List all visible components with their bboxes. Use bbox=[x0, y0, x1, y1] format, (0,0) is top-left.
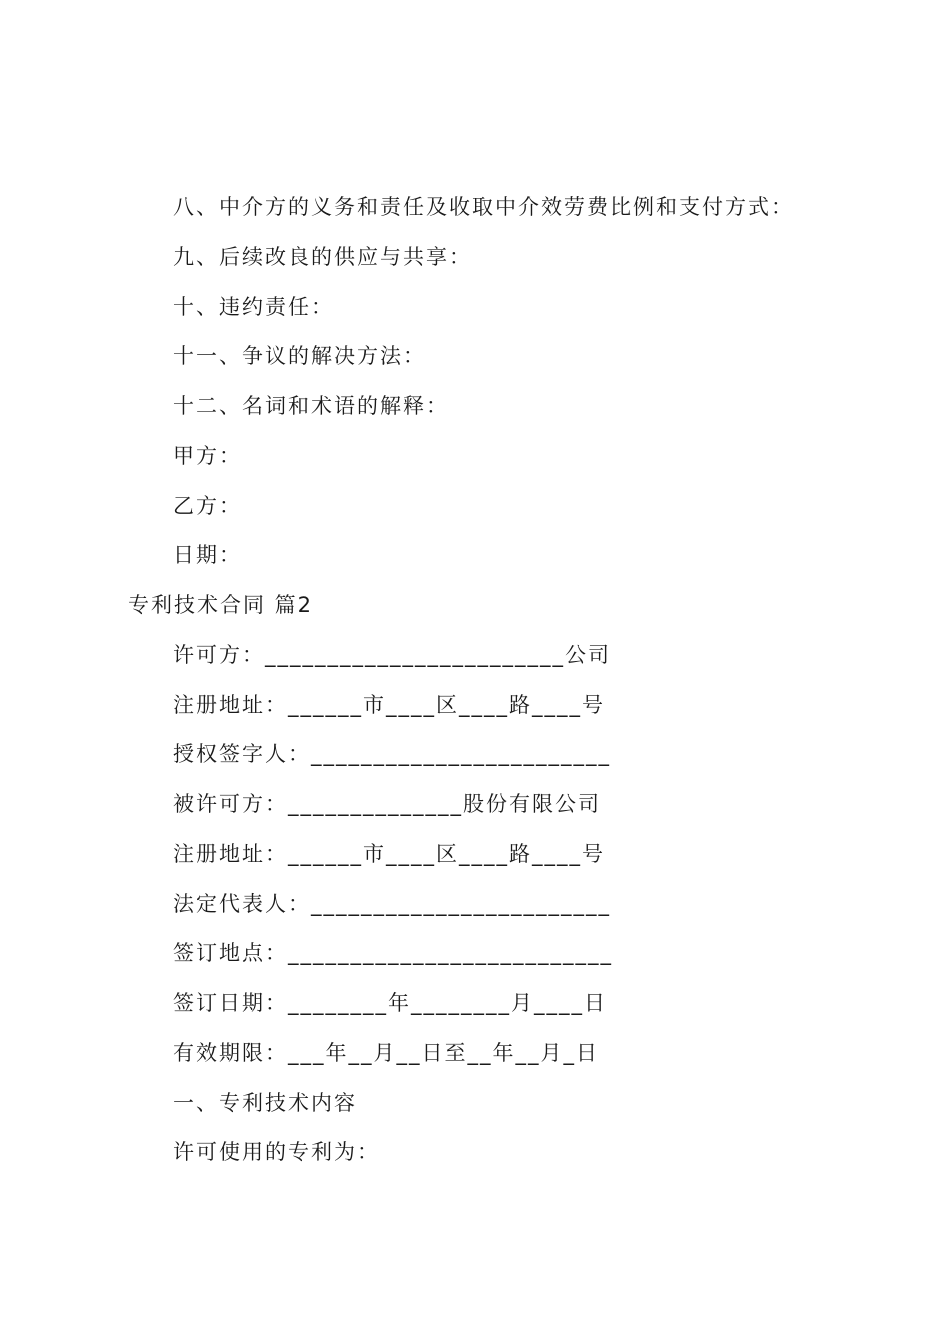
date-label: 日期： bbox=[173, 543, 242, 567]
licensee-address-line: 注册地址：______市____区____路____号 bbox=[173, 842, 605, 866]
legal-representative-line: 法定代表人：________________________ bbox=[173, 892, 611, 916]
clause-8-intermediary-duties: 八、中介方的义务和责任及收取中介效劳费比例和支付方式： bbox=[173, 195, 794, 219]
contract-heading: 专利技术合同 篇2 bbox=[128, 593, 314, 617]
party-a-label: 甲方： bbox=[173, 444, 242, 468]
clause-10-breach-liability: 十、违约责任： bbox=[173, 295, 334, 319]
signing-date-line: 签订日期：________年________月____日 bbox=[173, 991, 607, 1015]
licensor-address-line: 注册地址：______市____区____路____号 bbox=[173, 693, 605, 717]
validity-period-line: 有效期限：___年__月__日至__年__月_日 bbox=[173, 1041, 599, 1065]
party-b-label: 乙方： bbox=[173, 494, 242, 518]
licensee-line: 被许可方：______________股份有限公司 bbox=[173, 792, 601, 816]
authorized-signatory-line: 授权签字人：________________________ bbox=[173, 742, 611, 766]
clause-11-dispute-resolution: 十一、争议的解决方法： bbox=[173, 344, 426, 368]
licensed-patent-line: 许可使用的专利为： bbox=[173, 1140, 380, 1164]
signing-place-line: 签订地点：__________________________ bbox=[173, 941, 613, 965]
clause-12-terms-definitions: 十二、名词和术语的解释： bbox=[173, 394, 449, 418]
clause-9-improvements: 九、后续改良的供应与共享： bbox=[173, 245, 472, 269]
section-1-title: 一、专利技术内容 bbox=[173, 1091, 357, 1115]
licensor-line: 许可方：________________________公司 bbox=[173, 643, 611, 667]
